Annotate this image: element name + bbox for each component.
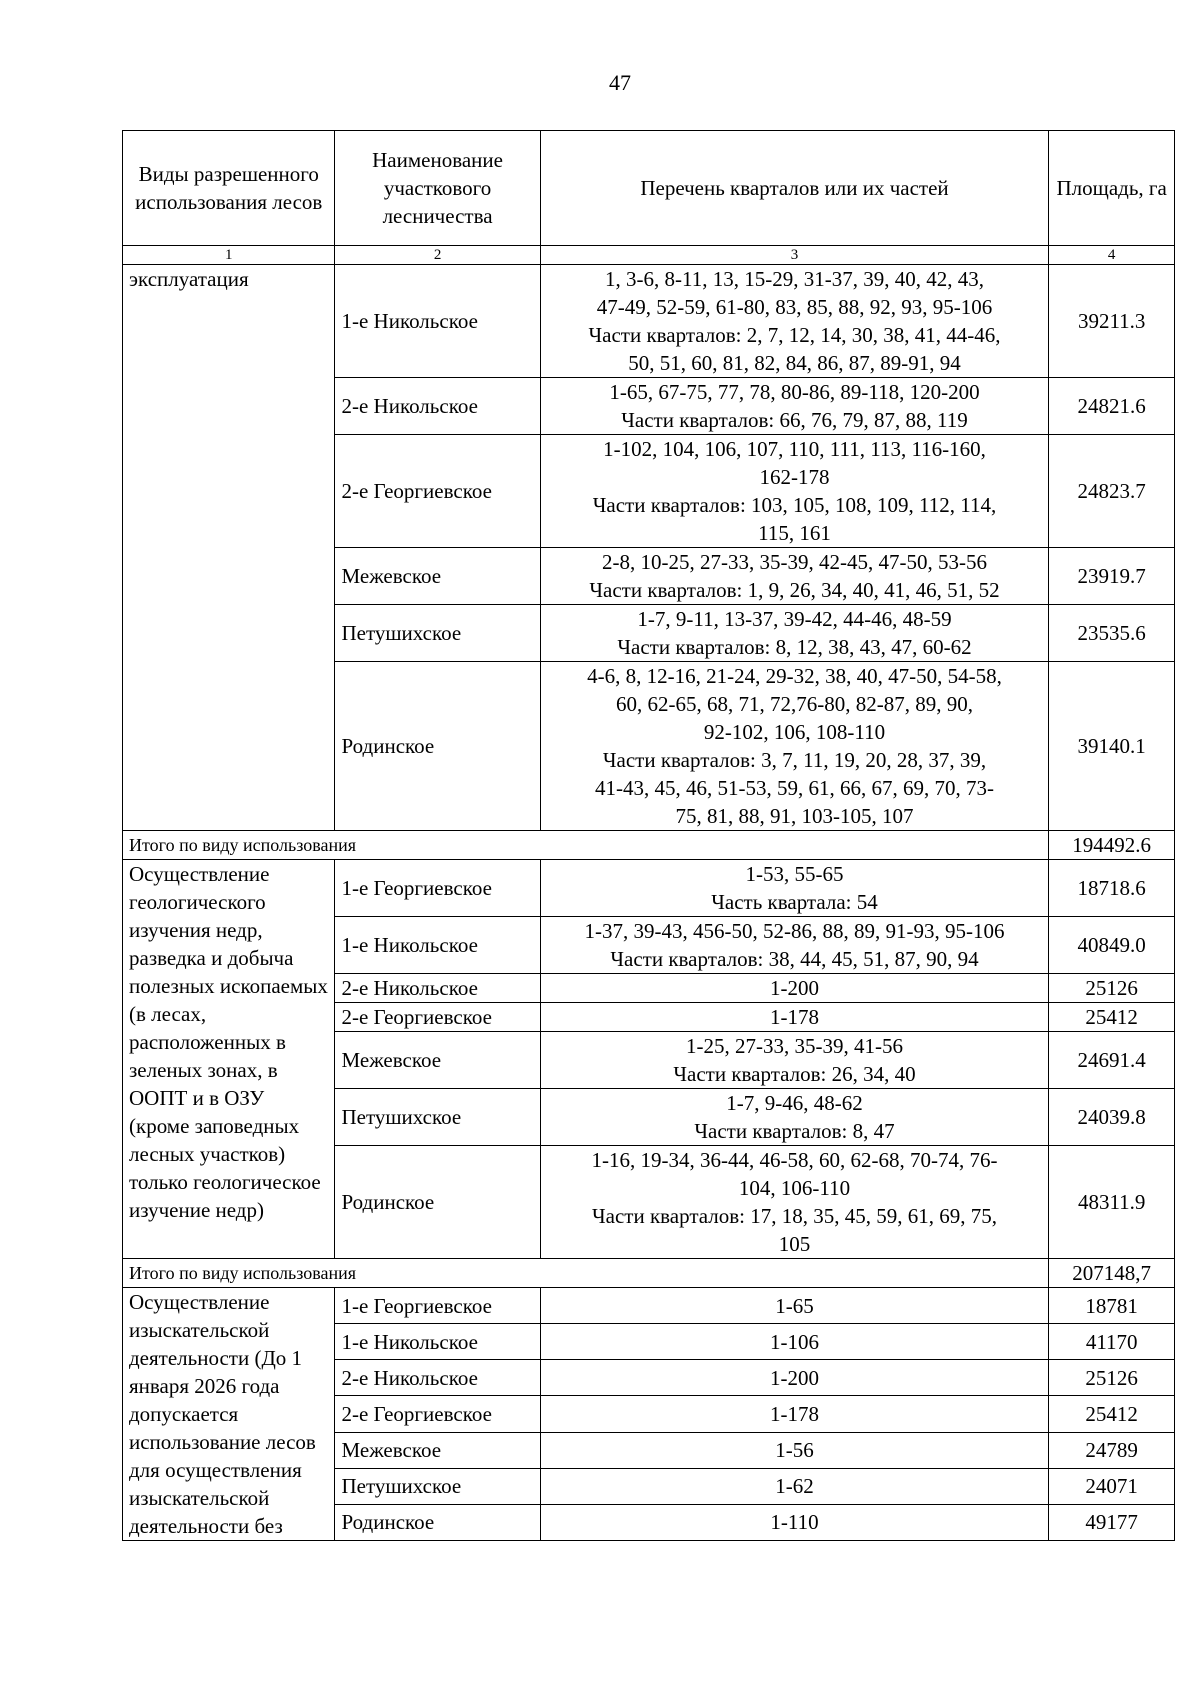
- quarters-line: 4-6, 8, 12-16, 21-24, 29-32, 38, 40, 47-50, 54-58,: [587, 664, 1002, 688]
- quarters-cell: [540, 548, 1049, 605]
- quarters-line: 2-8, 10-25, 27-33, 35-39, 42-45, 47-50, 53-56: [602, 550, 987, 574]
- quarters-cell: [540, 378, 1049, 435]
- quarters-line: Части кварталов: 103, 105, 108, 109, 112, 114,: [592, 493, 997, 517]
- quarters-line: 1-7, 9-46, 48-62: [726, 1091, 863, 1115]
- column-number-row: [123, 246, 1175, 265]
- table-row: [123, 860, 1175, 917]
- forestry-name-cell: Межевское: [335, 548, 540, 605]
- column-number: 4: [1049, 246, 1175, 265]
- quarters-line: 1-106: [770, 1329, 819, 1354]
- quarters-cell: [540, 662, 1049, 831]
- total-label: Итого по виду использования: [123, 1259, 1049, 1288]
- quarters-line: 1-110: [770, 1510, 819, 1535]
- forestry-name-cell: Межевское: [335, 1032, 540, 1089]
- quarters-line: Части кварталов: 38, 44, 45, 51, 87, 90, 94: [610, 947, 979, 971]
- use-type-cell: Осуществление изыскательской деятельности (До 1 января 2026 года допускается использование лесов для осуществления изыскательской деятельности без: [123, 1288, 335, 1541]
- quarters-line: 92-102, 106, 108-110: [703, 720, 886, 744]
- area-cell: 25412: [1049, 1396, 1175, 1432]
- column-number: 3: [540, 246, 1049, 265]
- quarters-line: 1-200: [770, 976, 819, 1000]
- quarters-cell: [540, 917, 1049, 974]
- area-cell: 48311.9: [1049, 1146, 1175, 1259]
- quarters-line: 1-62: [775, 1474, 814, 1499]
- quarters-line: Части кварталов: 1, 9, 26, 34, 40, 41, 46, 51, 52: [589, 578, 1000, 602]
- quarters-line: 1-53, 55-65: [745, 862, 844, 886]
- quarters-line: 115, 161: [758, 521, 831, 545]
- forestry-name-cell: 1-е Никольское: [335, 265, 540, 378]
- forest-use-table: [122, 130, 1175, 1541]
- quarters-line: 1-178: [770, 1005, 819, 1029]
- table-row: [123, 265, 1175, 378]
- header-quarters: Перечень кварталов или их частей: [540, 131, 1049, 246]
- forestry-name-cell: 1-е Никольское: [335, 1324, 540, 1360]
- page-number: 47: [609, 70, 631, 95]
- forestry-name-cell: 2-е Никольское: [335, 974, 540, 1003]
- use-type-cell: Осуществление геологического изучения недр, разведка и добыча полезных ископаемых (в лесах, расположенных в зеленых зонах, в ООПТ и в ОЗУ (кроме заповедных лесных участков) только геологическое изучение недр): [123, 860, 335, 1259]
- area-cell: 24821.6: [1049, 378, 1175, 435]
- total-row: [123, 1259, 1175, 1288]
- quarters-line: Части кварталов: 8, 47: [694, 1119, 895, 1143]
- area-cell: 24039.8: [1049, 1089, 1175, 1146]
- quarters-cell: [540, 1288, 1049, 1324]
- quarters-line: 47-49, 52-59, 61-80, 83, 85, 88, 92, 93, 95-106: [596, 295, 993, 319]
- forestry-name-cell: Петушихское: [335, 1468, 540, 1504]
- quarters-line: 162-178: [759, 465, 830, 489]
- area-cell: 39140.1: [1049, 662, 1175, 831]
- quarters-line: Части кварталов: 2, 7, 12, 14, 30, 38, 41, 44-46,: [588, 323, 1001, 347]
- forestry-name-cell: 1-е Георгиевское: [335, 1288, 540, 1324]
- area-cell: 25126: [1049, 1360, 1175, 1396]
- header-area: Площадь, га: [1049, 131, 1175, 246]
- quarters-line: 1-7, 9-11, 13-37, 39-42, 44-46, 48-59: [637, 607, 952, 631]
- forestry-name-cell: Петушихское: [335, 1089, 540, 1146]
- quarters-cell: [540, 1360, 1049, 1396]
- area-cell: 23535.6: [1049, 605, 1175, 662]
- quarters-line: 1-37, 39-43, 456-50, 52-86, 88, 89, 91-93, 95-106: [584, 919, 1005, 943]
- quarters-cell: [540, 1146, 1049, 1259]
- area-cell: 24789: [1049, 1432, 1175, 1468]
- header-use-type: Виды разрешенного использования лесов: [123, 131, 335, 246]
- table-row: [123, 1288, 1175, 1324]
- quarters-line: Части кварталов: 3, 7, 11, 19, 20, 28, 37, 39,: [602, 748, 987, 772]
- forestry-name-cell: 2-е Никольское: [335, 1360, 540, 1396]
- area-cell: 25412: [1049, 1003, 1175, 1032]
- area-cell: 18781: [1049, 1288, 1175, 1324]
- area-cell: 18718.6: [1049, 860, 1175, 917]
- forestry-name-cell: Родинское: [335, 1146, 540, 1259]
- quarters-cell: [540, 1504, 1049, 1540]
- total-label: Итого по виду использования: [123, 831, 1049, 860]
- forestry-name-cell: 1-е Никольское: [335, 917, 540, 974]
- quarters-line: 1-178: [770, 1401, 819, 1426]
- quarters-line: 1-200: [770, 1365, 819, 1390]
- quarters-line: 1-16, 19-34, 36-44, 46-58, 60, 62-68, 70-74, 76-: [591, 1148, 998, 1172]
- quarters-cell: [540, 860, 1049, 917]
- column-number: 2: [335, 246, 540, 265]
- column-number: 1: [123, 246, 335, 265]
- quarters-line: 1-25, 27-33, 35-39, 41-56: [686, 1034, 903, 1058]
- forestry-name-cell: Родинское: [335, 1504, 540, 1540]
- total-value: 207148,7: [1049, 1259, 1175, 1288]
- quarters-line: 60, 62-65, 68, 71, 72,76-80, 82-87, 89, 90,: [616, 692, 973, 716]
- quarters-line: 75, 81, 88, 91, 103-105, 107: [675, 804, 914, 828]
- quarters-line: 1-56: [775, 1438, 814, 1463]
- quarters-line: Части кварталов: 66, 76, 79, 87, 88, 119: [621, 408, 968, 432]
- quarters-line: 1, 3-6, 8-11, 13, 15-29, 31-37, 39, 40, 42, 43,: [605, 267, 984, 291]
- quarters-line: Части кварталов: 17, 18, 35, 45, 59, 61, 69, 75,: [591, 1204, 997, 1228]
- forestry-name-cell: 2-е Георгиевское: [335, 1396, 540, 1432]
- quarters-line: 50, 51, 60, 81, 82, 84, 86, 87, 89-91, 94: [628, 351, 961, 375]
- quarters-line: 104, 106-110: [738, 1176, 851, 1200]
- quarters-cell: [540, 1032, 1049, 1089]
- use-type-cell: эксплуатация: [123, 265, 335, 831]
- quarters-cell: [540, 1432, 1049, 1468]
- area-cell: 24691.4: [1049, 1032, 1175, 1089]
- quarters-line: Части кварталов: 26, 34, 40: [673, 1062, 916, 1086]
- area-cell: 40849.0: [1049, 917, 1175, 974]
- area-cell: 41170: [1049, 1324, 1175, 1360]
- quarters-cell: [540, 605, 1049, 662]
- header-forestry: Наименование участкового лесничества: [335, 131, 540, 246]
- total-row: [123, 831, 1175, 860]
- quarters-cell: [540, 265, 1049, 378]
- quarters-cell: [540, 974, 1049, 1003]
- area-cell: 49177: [1049, 1504, 1175, 1540]
- forestry-name-cell: Родинское: [335, 662, 540, 831]
- quarters-cell: [540, 1089, 1049, 1146]
- quarters-line: 1-102, 104, 106, 107, 110, 111, 113, 116-160,: [603, 437, 986, 461]
- quarters-line: 1-65, 67-75, 77, 78, 80-86, 89-118, 120-200: [609, 380, 980, 404]
- forestry-name-cell: 1-е Георгиевское: [335, 860, 540, 917]
- forestry-name-cell: 2-е Никольское: [335, 378, 540, 435]
- quarters-line: 105: [778, 1232, 811, 1256]
- quarters-cell: [540, 1468, 1049, 1504]
- quarters-line: 1-65: [775, 1293, 814, 1318]
- quarters-line: Часть квартала: 54: [711, 890, 878, 914]
- quarters-cell: [540, 1396, 1049, 1432]
- quarters-cell: [540, 435, 1049, 548]
- area-cell: 39211.3: [1049, 265, 1175, 378]
- header-row: [123, 131, 1175, 246]
- forestry-name-cell: Петушихское: [335, 605, 540, 662]
- forestry-name-cell: Межевское: [335, 1432, 540, 1468]
- quarters-line: 41-43, 45, 46, 51-53, 59, 61, 66, 67, 69, 70, 73-: [595, 776, 994, 800]
- area-cell: 24823.7: [1049, 435, 1175, 548]
- forestry-name-cell: 2-е Георгиевское: [335, 1003, 540, 1032]
- total-value: 194492.6: [1049, 831, 1175, 860]
- quarters-cell: [540, 1003, 1049, 1032]
- quarters-line: Части кварталов: 8, 12, 38, 43, 47, 60-62: [617, 635, 972, 659]
- area-cell: 23919.7: [1049, 548, 1175, 605]
- area-cell: 25126: [1049, 974, 1175, 1003]
- quarters-cell: [540, 1324, 1049, 1360]
- forestry-name-cell: 2-е Георгиевское: [335, 435, 540, 548]
- area-cell: 24071: [1049, 1468, 1175, 1504]
